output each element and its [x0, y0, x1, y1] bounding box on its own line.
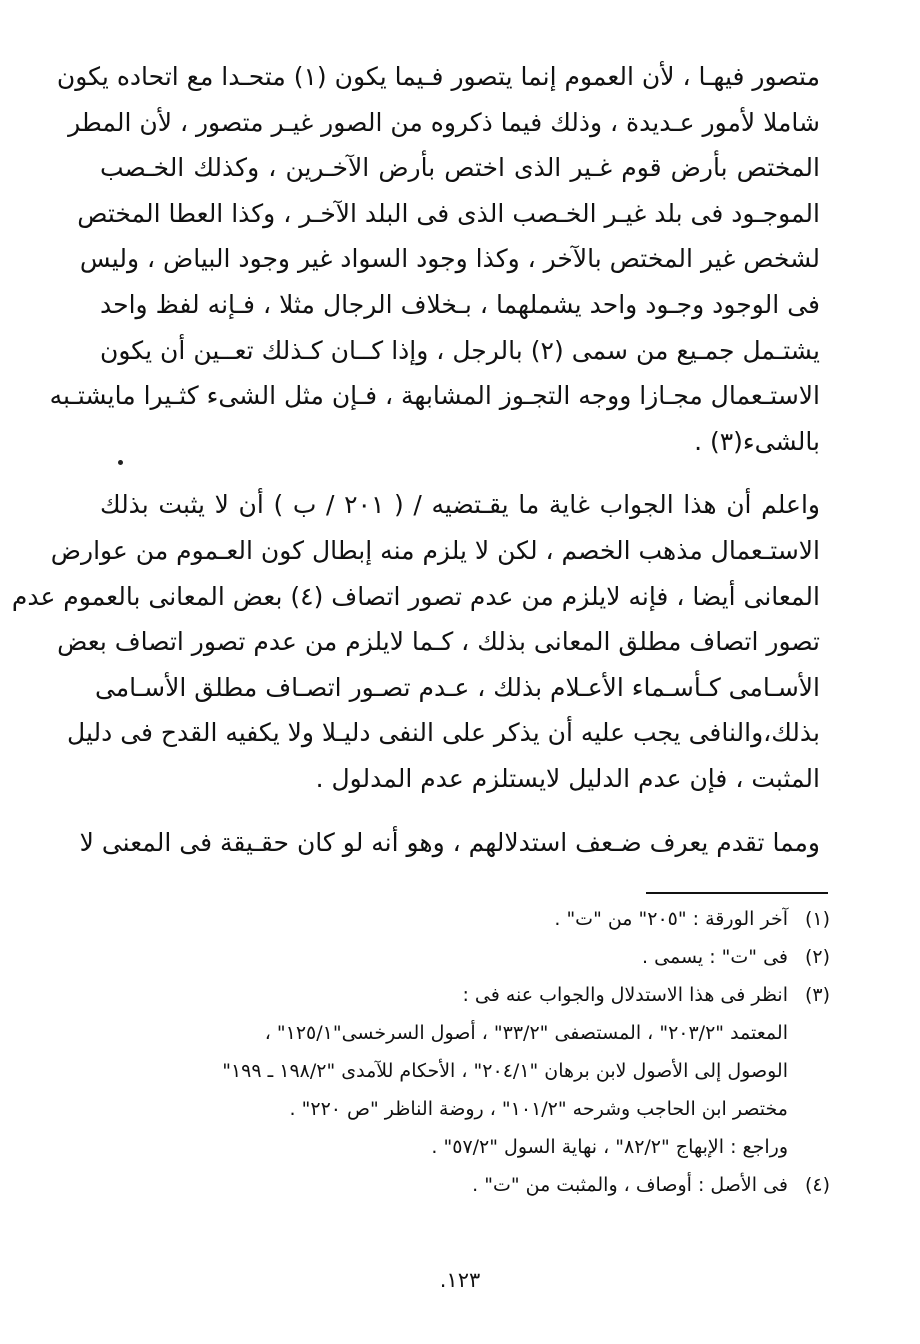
text-line: الاستـعمال مجـازا ووجه التجـوز المشابهة ، فـإن مثل الشىء كثـيرا مايشتـبه	[49, 381, 820, 411]
footnote-text: انظر فى هذا الاستدلال والجواب عنه فى :	[462, 984, 788, 1006]
footnote-3-reference: الوصول إلى الأصول لابن برهان "٢٠٤/١" ، الأحكام للآمدى "١٩٨/٢ ـ ١٩٩"	[222, 1060, 788, 1082]
paragraph-gap	[100, 472, 820, 490]
footnote-4	[100, 1174, 830, 1212]
text-line: الموجـود فى بلد غيـر الخـصب الذى فى البلد الآخـر ، وكذا العطا المختص	[77, 198, 820, 228]
footnote-1	[100, 908, 830, 946]
footnote-number: (٢)	[804, 946, 830, 968]
text-line: الاستـعمال مذهب الخصم ، لكن لا يلزم منه إبطال كون العـموم من عوارض	[50, 535, 820, 565]
text-line: المختص بأرض قوم غـير الذى اختص بأرض الآخـرين ، وكذلك الخـصب	[100, 153, 820, 183]
text-line: لشخص غير المختص بالآخر ، وكذا وجود السواد غير وجود البياض ، وليس	[79, 244, 820, 274]
text-line: يشتـمل جمـيع من سمى (٢) بالرجل ، وإذا كــان كـذلك تعــين أن يكون	[100, 335, 820, 365]
stray-dot	[118, 460, 123, 465]
footnote-separator	[646, 892, 828, 894]
footnote-3-reference: وراجع : الإبهاج "٨٢/٢" ، نهاية السول "٥٧/٢" .	[431, 1136, 788, 1158]
text-line: الأسـامى كـأسـماء الأعـلام بذلك ، عـدم تصـور اتصـاف مطلق الأسـامى	[94, 672, 820, 702]
text-line: فى الوجود وجـود واحد يشملهما ، بـخلاف الرجال مثلا ، فـإنه لفظ واحد	[100, 289, 820, 319]
footnotes	[100, 908, 830, 1212]
text-line: واعلم أن هذا الجواب غاية ما يقـتضيه / ( ٢٠١ / ب ) أن لا يثبت بذلك	[100, 490, 820, 520]
text-line: تصور اتصاف مطلق المعانى بذلك ، كـما لايلزم من عدم تصور اتصاف بعض	[57, 627, 820, 657]
text-line: شاملا لأمور عـديدة ، وذلك فيما ذكروه من الصور غيـر متصور ، لأن المطر	[68, 107, 820, 137]
footnote-text: آخر الورقة : "٢٠٥" من "ت" .	[554, 908, 788, 930]
footnote-3-reference: المعتمد "٢٠٣/٢" ، المستصفى "٣٣/٢" ، أصول السرخسى"١٢٥/١" ،	[264, 1022, 788, 1044]
footnote-number: (٣)	[804, 984, 830, 1006]
footnote-number: (٤)	[804, 1174, 830, 1196]
footnote-text: فى "ت" : يسمى .	[642, 946, 788, 968]
text-line: بذلك،والنافى يجب عليه أن يذكر على النفى دليـلا ولا يكفيه القدح فى دليل	[67, 718, 820, 748]
text-line: متصور فيهـا ، لأن العموم إنما يتصور فـيما يكون (١) متحـدا مع اتحاده يكون	[56, 62, 820, 91]
footnote-number: (١)	[804, 908, 830, 930]
page-number: ١٢٣.	[439, 1268, 481, 1292]
text-line: المثبت ، فإن عدم الدليل لايستلزم عدم المدلول .	[315, 763, 820, 793]
text-line: بالشىء(٣) .	[694, 426, 820, 456]
main-text	[11, 62, 820, 873]
footnote-3-reference: مختصر ابن الحاجب وشرحه "١٠١/٢" ، روضة الناظر "ص ٢٢٠" .	[289, 1098, 788, 1120]
footnote-text: فى الأصل : أوصاف ، والمثبت من "ت" .	[472, 1174, 788, 1196]
footnote-2	[100, 946, 830, 984]
paragraph-gap	[100, 810, 820, 828]
text-line: المعانى أيضا ، فإنه لايلزم من عدم تصور اتصاف (٤) بعض المعانى بالعموم عدم	[11, 581, 820, 611]
footnote-3	[100, 984, 830, 1022]
text-line: ومما تقدم يعرف ضـعف استدلالهم ، وهو أنه لو كان حقـيقة فى المعنى لا	[79, 827, 820, 857]
